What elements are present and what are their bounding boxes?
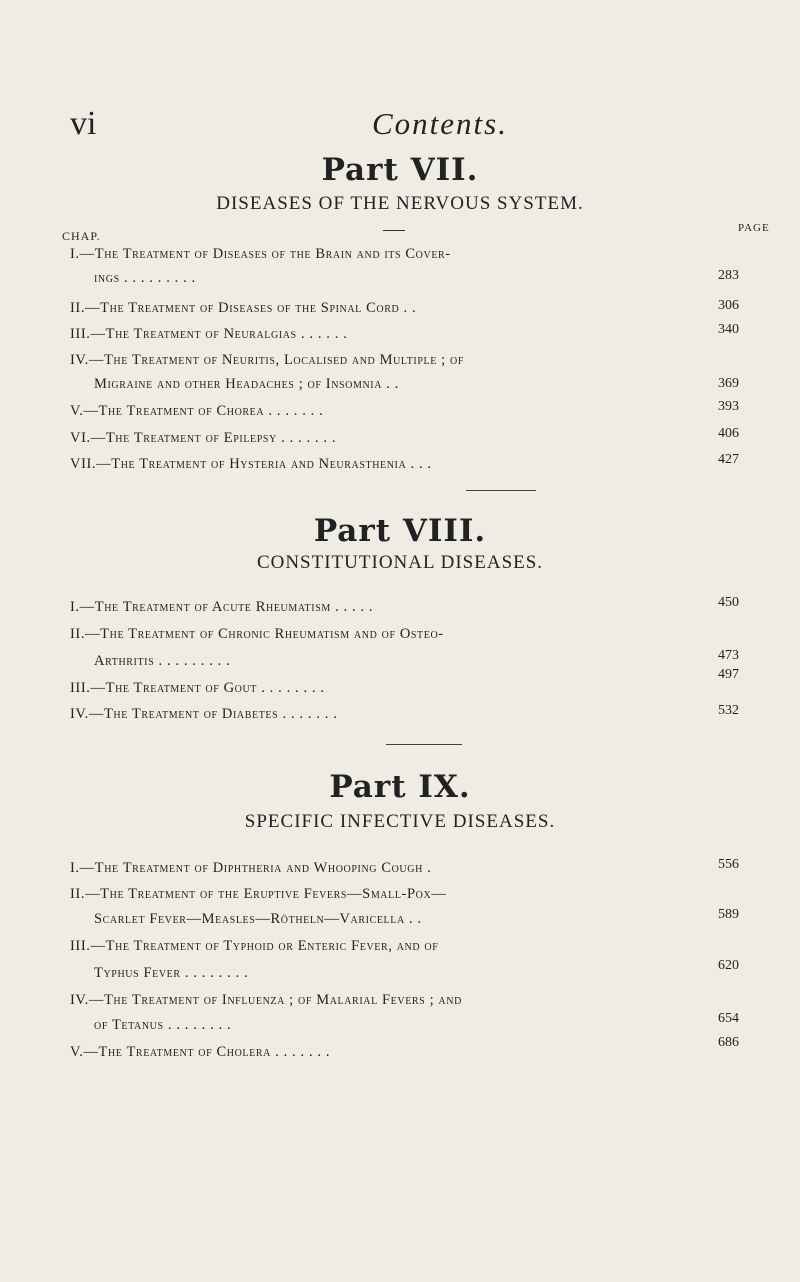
toc-entry-title: V.—The Treatment of Cholera . . . . . . .	[70, 1044, 331, 1060]
toc-entry-title: VI.—The Treatment of Epilepsy . . . . . . .	[70, 430, 337, 446]
short-rule	[383, 230, 405, 231]
toc-entry-page: 427	[718, 452, 739, 467]
page-number: vi	[70, 105, 97, 142]
toc-entry-page: 532	[718, 703, 739, 718]
toc-entry-page: 450	[718, 595, 739, 610]
toc-entry-title: V.—The Treatment of Chorea . . . . . . .	[70, 403, 324, 419]
part-title: Part IX.	[329, 769, 471, 805]
toc-entry-title: III.—The Treatment of Typhoid or Enteric Fever, and of	[70, 938, 439, 954]
toc-entry-page: 620	[718, 958, 739, 973]
part-title: Part VII.	[321, 152, 479, 188]
toc-entry-title: III.—The Treatment of Gout . . . . . . . .	[70, 680, 325, 696]
toc-entry-title-cont: ings . . . . . . . . .	[94, 270, 196, 286]
toc-entry-page: 393	[718, 399, 739, 414]
toc-entry-page: 306	[718, 298, 739, 313]
toc-entry-title: IV.—The Treatment of Neuritis, Localised and Multiple ; of	[70, 352, 464, 368]
part-subtitle: CONSTITUTIONAL DISEASES.	[256, 552, 544, 573]
toc-entry-title: III.—The Treatment of Neuralgias . . . . . .	[70, 326, 348, 342]
toc-entry-title-cont: Scarlet Fever—Measles—Rötheln—Varicella . .	[94, 911, 422, 927]
part-title: Part VIII.	[313, 513, 487, 549]
toc-entry-title: II.—The Treatment of Chronic Rheumatism and of Osteo-	[70, 626, 444, 642]
page-label: PAGE	[738, 222, 770, 234]
toc-entry-title: II.—The Treatment of the Eruptive Fevers—Small-Pox—	[70, 886, 447, 902]
toc-entry-page: 654	[718, 1011, 739, 1026]
toc-entry-title: I.—The Treatment of Acute Rheumatism . . . . .	[70, 599, 374, 615]
toc-entry-title: VII.—The Treatment of Hysteria and Neurasthenia . . .	[70, 456, 432, 472]
running-header-title: Contents.	[372, 106, 508, 141]
toc-entry-title: I.—The Treatment of Diphtheria and Whooping Cough .	[70, 860, 432, 876]
toc-entry-page: 686	[718, 1035, 739, 1050]
part-subtitle: DISEASES OF THE NERVOUS SYSTEM.	[216, 193, 584, 214]
part-subtitle: SPECIFIC INFECTIVE DISEASES.	[244, 811, 556, 832]
toc-entry-page: 473	[718, 648, 739, 663]
toc-entry-title-cont: Typhus Fever . . . . . . . .	[94, 965, 249, 981]
section-end-rule	[466, 490, 536, 491]
toc-entry-page: 406	[718, 426, 739, 441]
toc-entry-page: 497	[718, 667, 739, 682]
toc-entry-page: 283	[718, 268, 739, 283]
toc-entry-title: IV.—The Treatment of Diabetes . . . . . . .	[70, 706, 338, 722]
toc-entry-title-cont: Arthritis . . . . . . . . .	[94, 653, 231, 669]
toc-entry-title: I.—The Treatment of Diseases of the Brain and its Cover-	[70, 246, 451, 262]
toc-entry-title-cont: Migraine and other Headaches ; of Insomnia . .	[94, 376, 399, 392]
toc-entry-page: 369	[718, 376, 739, 391]
toc-entry-title: IV.—The Treatment of Influenza ; of Malarial Fevers ; and	[70, 992, 462, 1008]
toc-entry-page: 340	[718, 322, 739, 337]
toc-entry-title: II.—The Treatment of Diseases of the Spinal Cord . .	[70, 300, 417, 316]
chap-label: CHAP.	[62, 229, 101, 243]
toc-entry-page: 556	[718, 857, 739, 872]
toc-entry-page: 589	[718, 907, 739, 922]
section-end-rule	[386, 744, 462, 745]
toc-entry-title-cont: of Tetanus . . . . . . . .	[94, 1017, 232, 1033]
